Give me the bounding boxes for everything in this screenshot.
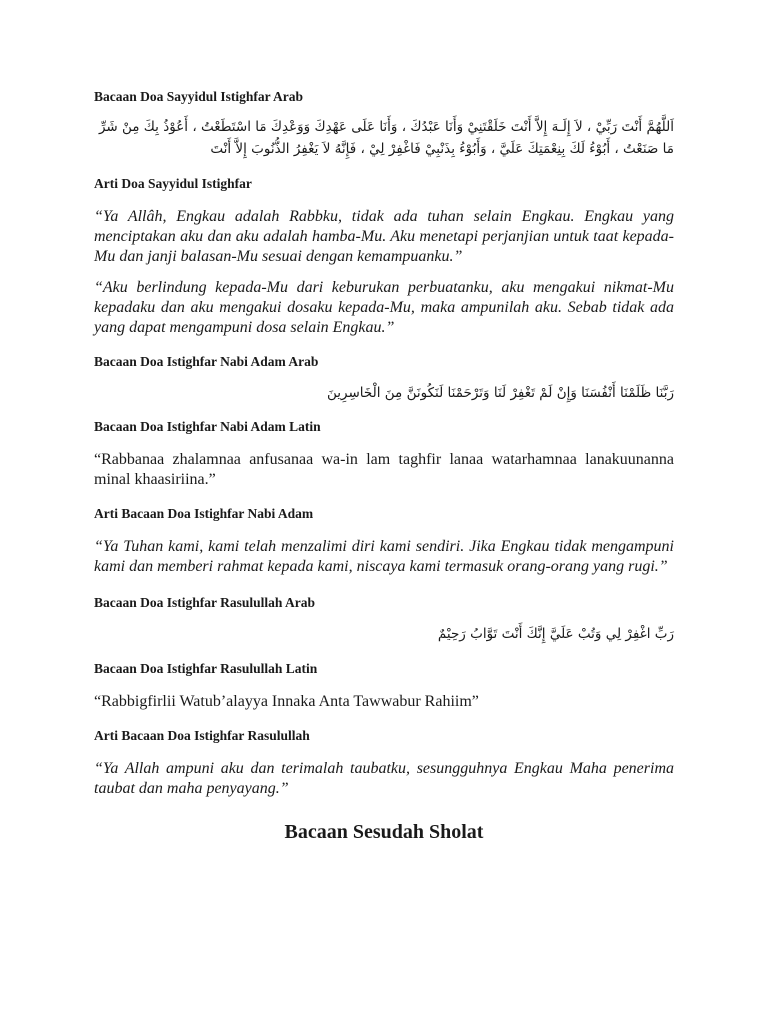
section-heading-rasulullah-arti: Arti Bacaan Doa Istighfar Rasulullah	[94, 728, 310, 743]
section-heading-rasulullah-latin: Bacaan Doa Istighfar Rasulullah Latin	[94, 661, 318, 676]
next-section-title: Bacaan Sesudah Sholat	[284, 821, 484, 843]
translation-adam: “Ya Tuhan kami, kami telah menzalimi diri kami sendiri. Jika Engkau tidak mengampuni kami dan memberi rahmat kepada kami, niscaya kami termasuk orang-orang yang rugi.”	[94, 538, 674, 575]
arabic-text-adam: رَبَّنَا ظَلَمْنَا أَنْفُسَنَا وَإِنْ لَمْ تَغْفِرْ لَنَا وَتَرْحَمْنَا لَنَكُونَنَّ مِنَ الْخَاسِرِينَ	[327, 385, 674, 401]
section-heading-adam-latin: Bacaan Doa Istighfar Nabi Adam Latin	[94, 419, 321, 434]
translation-paragraph-1: “Ya Allâh, Engkau adalah Rabbku, tidak ada tuhan selain Engkau. Engkau yang menciptakan aku dan aku adalah hamba-Mu. Aku menetapi perjanjian untuk taat kepada-Mu dan janji balasan-Mu sesuai dengan kemampuanku.”	[94, 208, 674, 265]
section-heading-rasulullah-arab: Bacaan Doa Istighfar Rasulullah Arab	[94, 595, 316, 610]
arabic-text-sayyidul: اَللَّهُمَّ أَنْتَ رَبِّيْ ، لاَ إِلَـهَ إِلاَّ أَنْتَ خَلَقْتَنِيْ وَأَنَا عَبْدُكَ ، وَأَنَا عَلَى عَهْدِكَ وَوَعْدِكَ مَا اسْتَطَعْتُ ، أَعُوْذُ بِكَ مِنْ شَرِّ مَا صَنَعْتُ ، أَبُوْءُ لَكَ بِنِعْمَتِكَ عَلَيَّ ، وَأَبُوْءُ بِذَنْبِيْ فَاغْفِرْ لِيْ ، فَإِنَّهُ لاَ يَغْفِرُ الذُّنُوبَ إِلاَّ أَنْتَ	[98, 119, 674, 157]
section-heading-adam-arab: Bacaan Doa Istighfar Nabi Adam Arab	[94, 354, 319, 369]
section-heading-sayyidul-arti: Arti Doa Sayyidul Istighfar	[94, 176, 252, 191]
arabic-text-rasulullah: رَبِّ اغْفِرْ لِي وَتُبْ عَلَيَّ إِنَّكَ أَنْتَ تَوَّابُ رَحِيْمٌ	[437, 626, 674, 642]
document-content	[94, 89, 674, 844]
translation-paragraph-2: “Aku berlindung kepada-Mu dari keburukan perbuatanku, aku mengakui nikmat-Mu kepadaku dan aku mengakui dosaku kepada-Mu, maka ampunilah aku. Sebab tidak ada yang dapat mengampuni dosa selain Engkau.”	[94, 279, 674, 336]
section-heading-adam-arti: Arti Bacaan Doa Istighfar Nabi Adam	[94, 506, 314, 521]
latin-text-adam: “Rabbanaa zhalamnaa anfusanaa wa-in lam taghfir lanaa watarhamnaa lanakuunanna minal khaasiriina.”	[94, 451, 674, 488]
translation-rasulullah: “Ya Allah ampuni aku dan terimalah taubatku, sesungguhnya Engkau Maha penerima taubat dan maha penyayang.”	[94, 760, 674, 797]
section-heading-sayyidul-arab: Bacaan Doa Sayyidul Istighfar Arab	[94, 89, 304, 104]
latin-text-rasulullah: “Rabbigfirlii Watub’alayya Innaka Anta Tawwabur Rahiim”	[94, 693, 479, 710]
